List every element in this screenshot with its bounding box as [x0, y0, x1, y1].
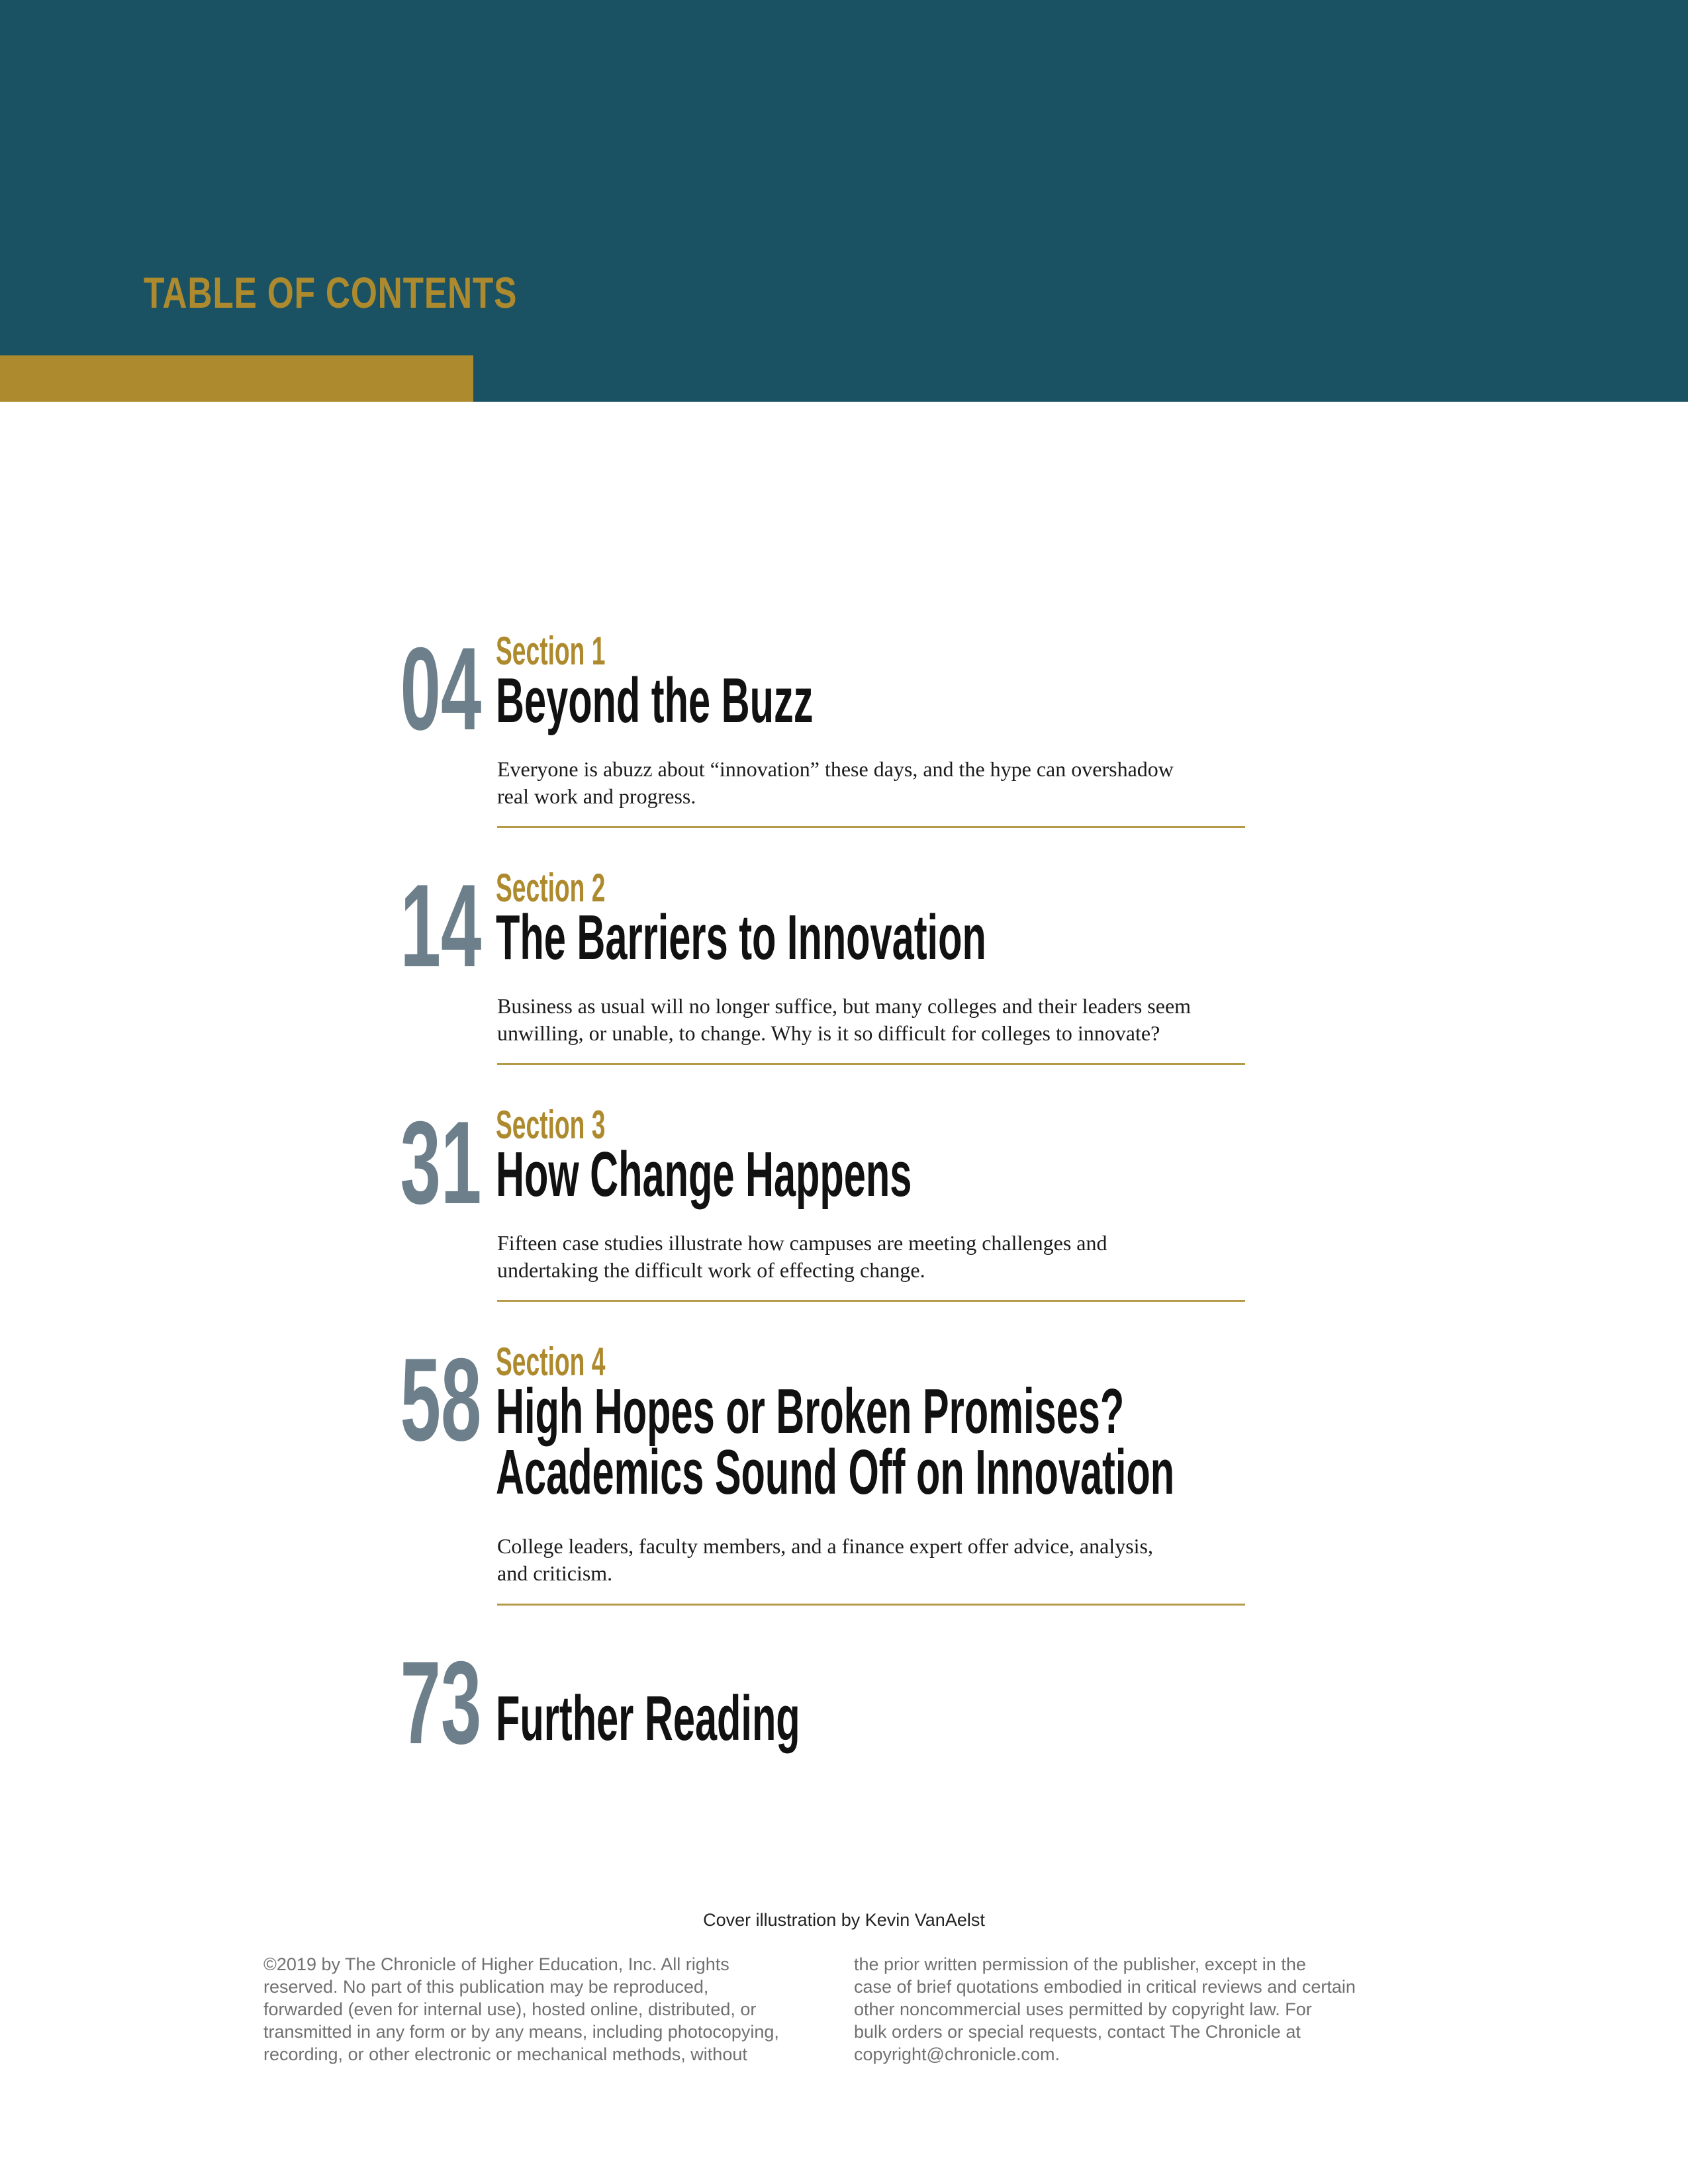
- toc-page-number: 04: [400, 623, 482, 754]
- toc-section-label: Section 4: [496, 1340, 606, 1384]
- toc-divider: [497, 1300, 1245, 1302]
- toc-section-label: Section 2: [496, 866, 606, 910]
- copyright-notice-left: ©2019 by The Chronicle of Higher Education, Inc. All rights reserved. No part of this publication may be reproduced, forwarded (even for internal use), hosted online, distributed, or transmitted in any form or by any means, including photocopying, recording, or other electronic or mechanical methods, without: [263, 1954, 779, 2064]
- toc-entry-description: Fifteen case studies illustrate how campuses are meeting challenges and undertaking the difficult work of effecting change.: [497, 1231, 1107, 1282]
- toc-entry-description: College leaders, faculty members, and a finance expert offer advice, analysis, and criticism.: [497, 1534, 1153, 1585]
- copyright-notice-right: the prior written permission of the publisher, except in the case of brief quotations embodied in critical reviews and certain other noncommercial uses permitted by copyright law. For bulk orders or special requests, contact The Chronicle at copyright@chronicle.com.: [854, 1954, 1356, 2064]
- toc-page-number: 14: [400, 860, 482, 991]
- toc-page-number: 73: [400, 1637, 482, 1768]
- toc-entry-title[interactable]: Beyond the Buzz: [496, 665, 814, 736]
- toc-entry-title[interactable]: How Change Happens: [496, 1139, 912, 1210]
- toc-entry-description: Business as usual will no longer suffice, but many colleges and their leaders seem unwilling, or unable, to change. Why is it so difficult for colleges to innovate?: [497, 994, 1192, 1045]
- toc-entry-title[interactable]: High Hopes or Broken Promises? Academics Sound Off on Innovation: [496, 1376, 1175, 1508]
- toc-page-number: 31: [400, 1097, 482, 1228]
- toc-page-number: 58: [400, 1334, 482, 1465]
- cover-credit: Cover illustration by Kevin VanAelst: [703, 1910, 985, 1930]
- toc-entry-description: Everyone is abuzz about “innovation” these days, and the hype can overshadow real work and progress.: [497, 757, 1174, 808]
- toc-entry-title[interactable]: The Barriers to Innovation: [496, 902, 986, 973]
- toc-section-label: Section 3: [496, 1103, 606, 1147]
- toc-divider: [497, 1604, 1245, 1606]
- toc-section-label: Section 1: [496, 629, 606, 673]
- toc-entry-title[interactable]: Further Reading: [496, 1683, 800, 1754]
- toc-divider: [497, 826, 1245, 828]
- toc-divider: [497, 1063, 1245, 1065]
- page-title: TABLE OF CONTENTS: [144, 268, 518, 317]
